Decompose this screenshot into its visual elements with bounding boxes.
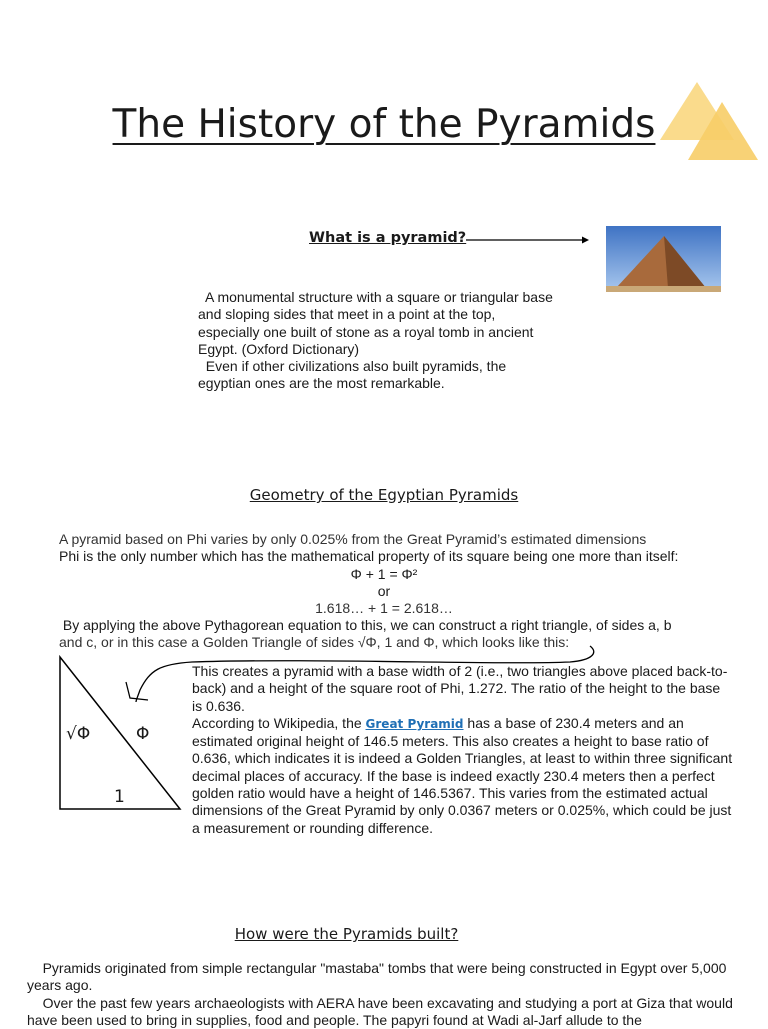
great-pyramid-link[interactable]: Great Pyramid	[365, 716, 464, 731]
arrow-right-icon	[466, 234, 590, 246]
equation-or: or	[377, 583, 391, 599]
golden-triangle-explanation: This creates a pyramid with a base width of 2 (i.e., two triangles above placed back-to-back) and a height of the square root of Phi, 1.272. The ratio of the height to the base is 0.636. According to Wikipedia, the Great Pyramid has a base of 230.4 meters and an estimated original height of 146.5 meters. This also creates a height to base ratio of 0.636, which indicates it is indeed a Golden Triangles, at least to within three significant decimal places of accuracy. If the base is indeed exactly 230.4 meters then a perfect golden ratio would have a height of 146.5367. This varies from the estimated actual dimensions of the Great Pyramid by only 0.0367 meters or 0.025%, which could be just a measurement or rounding difference.	[192, 663, 733, 836]
geometry-line-4: and c, or in this case a Golden Triangle of sides √Φ, 1 and Φ, which looks like this:	[59, 634, 570, 650]
equation-1: Φ + 1 = Φ²	[350, 566, 418, 582]
pyramid-logo-icon	[660, 80, 760, 162]
triangle-base-label: 1	[114, 787, 125, 807]
what-is-pyramid-heading: What is a pyramid?	[309, 230, 467, 246]
how-built-heading: How were the Pyramids built?	[234, 925, 459, 943]
equation-2: 1.618… + 1 = 2.618…	[315, 600, 453, 616]
geometry-line-3: By applying the above Pythagorean equation to this, we can construct a right triangle, of sides a, b	[59, 617, 672, 633]
page-title: The History of the Pyramids	[112, 102, 656, 147]
geometry-line-1: A pyramid based on Phi varies by only 0.025% from the Great Pyramid’s estimated dimensions	[59, 531, 647, 547]
pyramid-photo	[606, 226, 721, 292]
triangle-side-sqrt-phi-label: √Φ	[66, 724, 91, 744]
geometry-line-2: Phi is the only number which has the mathematical property of its square being one more than itself:	[59, 548, 679, 564]
triangle-hypotenuse-label: Φ	[136, 724, 150, 744]
pyramid-definition: A monumental structure with a square or triangular base and sloping sides that meet in a point at the top, especially one built of stone as a royal tomb in ancient Egypt. (Oxford Dictionary) Even if other civilizations also built pyramids, the egyptian ones are the most remarkable.	[198, 289, 553, 392]
how-built-text: Pyramids originated from simple rectangular "mastaba" tombs that were being constructed in Egypt over 5,000 years ago. Over the past few years archaeologists with AERA have been excavating and studying a port at Giza that would have been used to bring in supplies, food and people. The papyri found at Wadi al-Jarf allude to the	[27, 960, 737, 1028]
geometry-heading: Geometry of the Egyptian Pyramids	[249, 486, 519, 504]
